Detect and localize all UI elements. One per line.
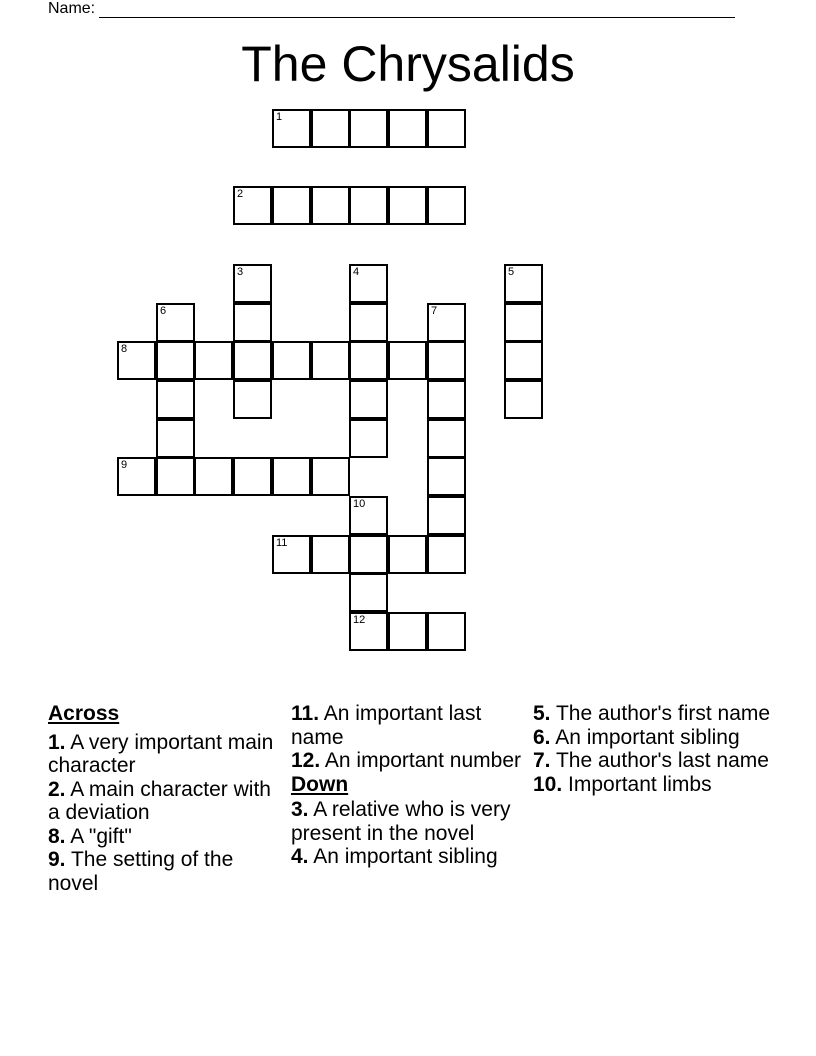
grid-cell[interactable] (427, 303, 466, 342)
cell-number: 11 (276, 537, 288, 549)
clues-column-3 (533, 702, 783, 796)
grid-cell[interactable] (427, 186, 466, 225)
grid-cell[interactable] (156, 380, 195, 419)
clue-down-10 (533, 773, 783, 797)
grid-cell[interactable] (272, 109, 311, 148)
grid-cell[interactable] (349, 264, 388, 303)
clue-number: 4. (291, 845, 309, 868)
grid-cell[interactable] (272, 186, 311, 225)
clue-number: 5. (533, 702, 551, 725)
clue-text: An important sibling (555, 725, 740, 749)
clue-text: A relative who is very present in the novel (291, 798, 511, 845)
grid-cell[interactable] (117, 341, 156, 380)
grid-cell[interactable] (349, 186, 388, 225)
clue-across-11 (291, 702, 526, 749)
clue-text: The author's last name (555, 749, 769, 772)
grid-cell[interactable] (311, 457, 350, 496)
clue-down-4 (291, 845, 526, 869)
grid-cell[interactable] (349, 496, 388, 535)
grid-cell[interactable] (427, 419, 466, 458)
clue-number: 2. (48, 777, 66, 801)
grid-cell[interactable] (233, 457, 272, 496)
puzzle-title: The Chrysalids (241, 36, 575, 92)
clue-across-1 (48, 731, 283, 778)
grid-cell[interactable] (349, 380, 388, 419)
clue-number: 7. (533, 749, 551, 772)
grid-cell[interactable] (156, 457, 195, 496)
grid-cell[interactable] (156, 419, 195, 458)
grid-cell[interactable] (427, 380, 466, 419)
clue-down-3 (291, 798, 526, 845)
grid-cell[interactable] (504, 341, 543, 380)
clue-number: 8. (48, 824, 66, 848)
clue-number: 9. (48, 848, 66, 871)
grid-cell[interactable] (427, 496, 466, 535)
clue-text: A very important main character (48, 730, 274, 777)
clue-across-9 (48, 848, 283, 895)
cell-number: 1 (276, 111, 283, 123)
clue-text: The author's first name (555, 702, 771, 725)
grid-cell[interactable] (233, 303, 272, 342)
grid-cell[interactable] (504, 380, 543, 419)
grid-cell[interactable] (349, 612, 388, 651)
grid-cell[interactable] (311, 186, 350, 225)
grid-cell[interactable] (194, 341, 233, 380)
cell-number: 2 (237, 188, 244, 200)
clue-text: Important limbs (568, 772, 712, 796)
clue-number: 6. (533, 725, 551, 749)
clue-text: A "gift" (70, 824, 132, 848)
clue-down-7 (533, 749, 783, 773)
grid-cell[interactable] (504, 264, 543, 303)
grid-cell[interactable] (388, 612, 427, 651)
grid-cell[interactable] (156, 303, 195, 342)
clue-across-8 (48, 825, 283, 849)
grid-cell[interactable] (117, 457, 156, 496)
cell-number: 3 (237, 266, 244, 278)
grid-cell[interactable] (311, 535, 350, 574)
across-heading: Across (48, 702, 120, 725)
clue-number: 11. (291, 702, 320, 725)
cell-number: 9 (121, 459, 128, 471)
clue-number: 3. (291, 798, 309, 821)
grid-cell[interactable] (388, 186, 427, 225)
grid-cell[interactable] (427, 612, 466, 651)
clues-column-1 (48, 702, 283, 895)
grid-cell[interactable] (233, 186, 272, 225)
grid-cell[interactable] (272, 535, 311, 574)
cell-number: 7 (431, 305, 438, 317)
grid-cell[interactable] (349, 341, 388, 380)
grid-cell[interactable] (349, 109, 388, 148)
grid-cell[interactable] (427, 535, 466, 574)
grid-cell[interactable] (427, 341, 466, 380)
grid-cell[interactable] (388, 341, 427, 380)
grid-cell[interactable] (272, 457, 311, 496)
clue-text: A main character with a deviation (48, 777, 271, 824)
cell-number: 5 (508, 266, 515, 278)
grid-cell[interactable] (311, 109, 350, 148)
grid-cell[interactable] (272, 341, 311, 380)
grid-cell[interactable] (427, 109, 466, 148)
grid-cell[interactable] (194, 457, 233, 496)
grid-cell[interactable] (427, 457, 466, 496)
grid-cell[interactable] (388, 535, 427, 574)
clue-text: The setting of the novel (48, 848, 234, 895)
cell-number: 12 (353, 614, 366, 626)
clue-number: 1. (48, 730, 66, 754)
clue-text: An important number (324, 749, 521, 772)
cell-number: 6 (160, 305, 167, 317)
grid-cell[interactable] (233, 264, 272, 303)
clue-across-12 (291, 749, 526, 773)
clue-down-5 (533, 702, 783, 726)
cell-number: 4 (353, 266, 360, 278)
clue-down-6 (533, 726, 783, 750)
clue-text: An important last name (291, 702, 482, 749)
grid-cell[interactable] (233, 341, 272, 380)
grid-cell[interactable] (311, 341, 350, 380)
grid-cell[interactable] (233, 380, 272, 419)
grid-cell[interactable] (156, 341, 195, 380)
cell-number: 10 (353, 498, 366, 510)
clue-text: An important sibling (313, 845, 498, 868)
clue-number: 10. (533, 772, 563, 796)
cell-number: 8 (121, 343, 128, 355)
name-label: Name: (48, 0, 96, 17)
down-heading: Down (291, 772, 349, 796)
clues-column-2 (291, 702, 526, 869)
grid-cell[interactable] (349, 303, 388, 342)
grid-cell[interactable] (349, 535, 388, 574)
grid-cell[interactable] (504, 303, 543, 342)
grid-cell[interactable] (349, 573, 388, 612)
grid-cell[interactable] (388, 109, 427, 148)
clue-number: 12. (291, 749, 321, 772)
clue-across-2 (48, 778, 283, 825)
grid-cell[interactable] (349, 419, 388, 458)
